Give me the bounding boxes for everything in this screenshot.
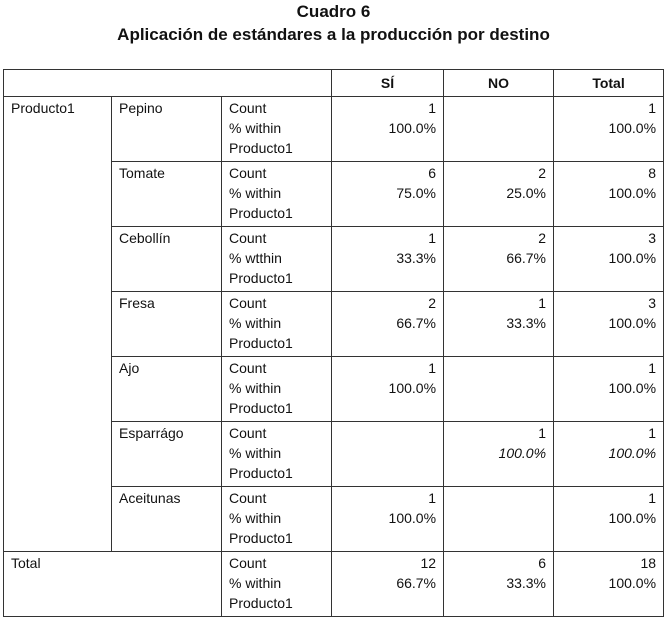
stat-base-label: Producto1 xyxy=(229,205,293,221)
si-count: 1 xyxy=(428,230,437,246)
total-pct: 100.0% xyxy=(608,575,657,591)
si-pct: 33.3% xyxy=(396,250,437,266)
no-cell xyxy=(444,552,554,617)
no-pct: 33.3% xyxy=(506,315,547,331)
crosstab-table xyxy=(3,69,664,617)
si-cell xyxy=(332,552,444,617)
no-pct: 25.0% xyxy=(506,185,547,201)
si-count: 6 xyxy=(428,165,437,181)
si-cell xyxy=(332,162,444,227)
total-count: 1 xyxy=(648,100,657,116)
header-si: SÍ xyxy=(332,70,444,97)
stat-base-label: Producto1 xyxy=(229,595,293,611)
si-pct: 66.7% xyxy=(396,315,437,331)
no-count: 6 xyxy=(538,555,547,571)
stat-labels xyxy=(222,552,332,617)
total-cell xyxy=(554,422,664,487)
total-cell xyxy=(554,552,664,617)
no-count: 2 xyxy=(538,165,547,181)
stat-count-label: Count xyxy=(229,360,267,376)
no-cell xyxy=(444,162,554,227)
stat-pct-label: % within xyxy=(229,575,282,591)
stat-labels xyxy=(222,422,332,487)
no-pct: 66.7% xyxy=(506,250,547,266)
stat-count-label: Count xyxy=(229,555,267,571)
total-cell xyxy=(554,227,664,292)
no-cell xyxy=(444,97,554,162)
stat-labels xyxy=(222,292,332,357)
no-cell xyxy=(444,292,554,357)
stat-count-label: Count xyxy=(229,230,267,246)
no-count: 1 xyxy=(538,425,547,441)
total-row xyxy=(4,552,664,617)
stat-count-label: Count xyxy=(229,295,267,311)
si-cell xyxy=(332,357,444,422)
no-pct: 33.3% xyxy=(506,575,547,591)
no-cell xyxy=(444,422,554,487)
no-count: 2 xyxy=(538,230,547,246)
si-pct: 100.0% xyxy=(388,120,437,136)
stat-pct-label: % within xyxy=(229,185,282,201)
si-cell xyxy=(332,422,444,487)
stat-base-label: Producto1 xyxy=(229,335,293,351)
stat-base-label: Producto1 xyxy=(229,400,293,416)
total-cell xyxy=(554,162,664,227)
si-pct: 66.7% xyxy=(396,575,437,591)
stat-base-label: Producto1 xyxy=(229,530,293,546)
table-title: Cuadro 6 xyxy=(296,2,371,21)
si-pct: 75.0% xyxy=(396,185,437,201)
total-pct: 100.0% xyxy=(608,380,657,396)
si-count: 1 xyxy=(428,490,437,506)
stat-labels xyxy=(222,227,332,292)
stat-pct-label: % within xyxy=(229,380,282,396)
si-cell xyxy=(332,227,444,292)
total-pct: 100.0% xyxy=(608,315,657,331)
product-name: Fresa xyxy=(112,292,222,357)
header-blank xyxy=(4,70,332,97)
no-cell xyxy=(444,357,554,422)
total-cell xyxy=(554,487,664,552)
stat-labels xyxy=(222,97,332,162)
total-count: 3 xyxy=(648,230,657,246)
product-name: Esparrágo xyxy=(112,422,222,487)
total-row-label: Total xyxy=(4,552,222,617)
row-group-label: Producto1 xyxy=(4,97,112,552)
stat-base-label: Producto1 xyxy=(229,140,293,156)
total-count: 1 xyxy=(648,490,657,506)
si-count: 12 xyxy=(420,555,437,571)
stat-labels xyxy=(222,162,332,227)
stat-count-label: Count xyxy=(229,165,267,181)
product-name: Aceitunas xyxy=(112,487,222,552)
header-total: Total xyxy=(554,70,664,97)
total-count: 8 xyxy=(648,165,657,181)
si-count: 1 xyxy=(428,360,437,376)
total-count: 3 xyxy=(648,295,657,311)
total-pct: 100.0% xyxy=(608,250,657,266)
product-name: Tomate xyxy=(112,162,222,227)
product-name: Ajo xyxy=(112,357,222,422)
si-count: 2 xyxy=(428,295,437,311)
product-name: Pepino xyxy=(112,97,222,162)
total-cell xyxy=(554,357,664,422)
total-cell xyxy=(554,292,664,357)
product-name: Cebollín xyxy=(112,227,222,292)
table-row xyxy=(4,97,664,162)
stat-count-label: Count xyxy=(229,490,267,506)
si-cell xyxy=(332,97,444,162)
total-count: 1 xyxy=(648,360,657,376)
total-pct: 100.0% xyxy=(608,185,657,201)
stat-pct-label: % within xyxy=(229,315,282,331)
stat-count-label: Count xyxy=(229,425,267,441)
header-no: NO xyxy=(444,70,554,97)
no-cell xyxy=(444,487,554,552)
si-pct: 100.0% xyxy=(388,510,437,526)
si-pct: 100.0% xyxy=(388,380,437,396)
total-count: 1 xyxy=(648,425,657,441)
si-cell xyxy=(332,292,444,357)
no-pct: 100.0% xyxy=(498,445,547,461)
no-count: 1 xyxy=(538,295,547,311)
total-pct: 100.0% xyxy=(608,120,657,136)
no-cell xyxy=(444,227,554,292)
stat-pct-label: % within xyxy=(229,510,282,526)
stat-pct-label: % wtthin xyxy=(229,250,282,266)
stat-labels xyxy=(222,487,332,552)
stat-pct-label: % within xyxy=(229,120,282,136)
si-count: 1 xyxy=(428,100,437,116)
stat-count-label: Count xyxy=(229,100,267,116)
header-row xyxy=(4,70,664,97)
table-subtitle: Aplicación de estándares a la producción por destino xyxy=(117,25,550,44)
total-pct: 100.0% xyxy=(608,445,657,461)
stat-base-label: Producto1 xyxy=(229,465,293,481)
total-pct: 100.0% xyxy=(608,510,657,526)
stat-labels xyxy=(222,357,332,422)
stat-pct-label: % within xyxy=(229,445,282,461)
si-cell xyxy=(332,487,444,552)
total-cell xyxy=(554,97,664,162)
stat-base-label: Producto1 xyxy=(229,270,293,286)
total-count: 18 xyxy=(640,555,657,571)
